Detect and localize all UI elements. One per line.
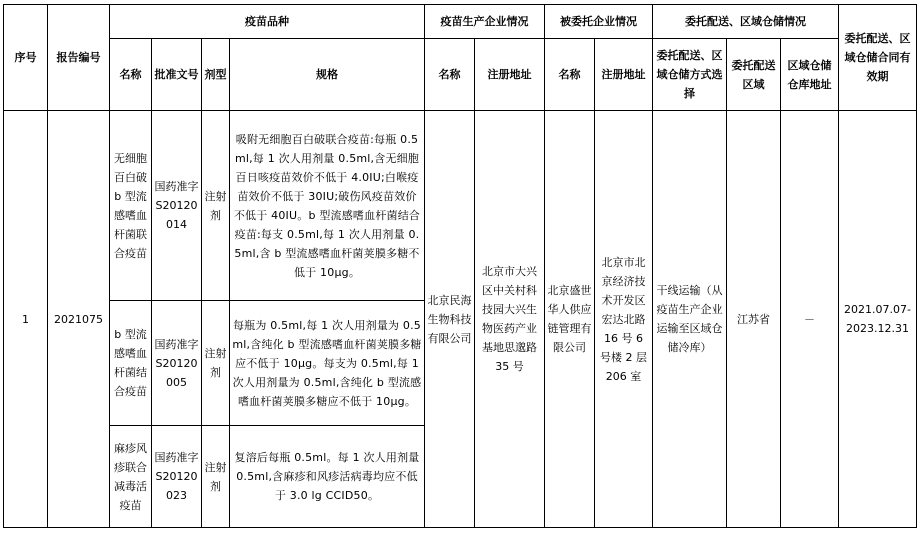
header-vaccine-name: 名称 — [110, 39, 152, 111]
cell-seq: 1 — [4, 111, 48, 528]
header-row-sub — [4, 39, 917, 111]
cell-entrusted-name: 北京盛世华人供应链管理有限公司 — [545, 111, 595, 528]
cell-approval-no: 国药准字 S20120005 — [152, 301, 202, 426]
header-delivery-region: 委托配送区域 — [727, 39, 781, 111]
cell-warehouse-address: － — [781, 111, 839, 528]
cell-dosage-form: 注射剂 — [202, 426, 230, 528]
header-entrusted-group: 被委托企业情况 — [545, 5, 653, 39]
header-dosage-form: 剂型 — [202, 39, 230, 111]
cell-entrusted-address: 北京市北京经济技术开发区宏达北路 16 号 6 号楼 2 层 206 室 — [595, 111, 653, 528]
header-row-group — [4, 5, 917, 39]
table-row — [4, 111, 917, 301]
cell-delivery-region: 江苏省 — [727, 111, 781, 528]
header-vaccine-group: 疫苗品种 — [110, 5, 425, 39]
cell-spec: 吸附无细胞百白破联合疫苗:每瓶 0.5ml,每 1 次人用剂量 0.5ml,含无细胞百日咳疫苗效价不低于 4.0IU;白喉疫苗效价不低于 30IU;破伤风疫苗效价不低于 40IU。b 型流感嗜血杆菌结合疫苗:每支 0.5ml,每 1 次人用剂量 0.5ml,含 b 型流感嗜血杆菌荚膜多糖不低于 10μg。 — [230, 111, 425, 301]
cell-spec: 每瓶为 0.5ml,每 1 次人用剂量为 0.5ml,含纯化 b 型流感嗜血杆菌荚膜多糖应不低于 10μg。每支为 0.5ml,每 1 次人用剂量为 0.5ml,含纯化 b 型流感嗜血杆菌荚膜多糖应不低于 10μg。 — [230, 301, 425, 426]
header-entrusted-address: 注册地址 — [595, 39, 653, 111]
cell-producer-name: 北京民海生物科技有限公司 — [425, 111, 475, 528]
header-delivery-mode: 委托配送、区域仓储方式选择 — [653, 39, 727, 111]
header-warehouse-address: 区域仓储仓库地址 — [781, 39, 839, 111]
cell-vaccine-name: b 型流感嗜血杆菌结合疫苗 — [110, 301, 152, 426]
cell-dosage-form: 注射剂 — [202, 111, 230, 301]
cell-approval-no: 国药准字 S20120014 — [152, 111, 202, 301]
cell-approval-no: 国药准字 S20120023 — [152, 426, 202, 528]
header-report-no: 报告编号 — [48, 5, 110, 111]
header-approval-no: 批准文号 — [152, 39, 202, 111]
vaccine-entrustment-table — [3, 4, 917, 528]
cell-vaccine-name: 无细胞百白破 b 型流感嗜血杆菌联合疫苗 — [110, 111, 152, 301]
cell-spec: 复溶后每瓶 0.5ml。每 1 次人用剂量 0.5ml,含麻疹和风疹活病毒均应不低于 3.0 lg CCID50。 — [230, 426, 425, 528]
cell-vaccine-name: 麻疹风疹联合减毒活疫苗 — [110, 426, 152, 528]
header-seq: 序号 — [4, 5, 48, 111]
header-producer-address: 注册地址 — [475, 39, 545, 111]
cell-report-no: 2021075 — [48, 111, 110, 528]
cell-producer-address: 北京市大兴区中关村科技园大兴生物医药产业基地思邈路 35 号 — [475, 111, 545, 528]
header-producer-name: 名称 — [425, 39, 475, 111]
cell-dosage-form: 注射剂 — [202, 301, 230, 426]
header-delivery-group: 委托配送、区域仓储情况 — [653, 5, 839, 39]
header-entrusted-name: 名称 — [545, 39, 595, 111]
header-spec: 规格 — [230, 39, 425, 111]
cell-contract-period: 2021.07.07-2023.12.31 — [839, 111, 917, 528]
cell-delivery-mode: 干线运输（从疫苗生产企业运输至区域仓储冷库） — [653, 111, 727, 528]
header-producer-group: 疫苗生产企业情况 — [425, 5, 545, 39]
header-contract-period: 委托配送、区域仓储合同有效期 — [839, 5, 917, 111]
